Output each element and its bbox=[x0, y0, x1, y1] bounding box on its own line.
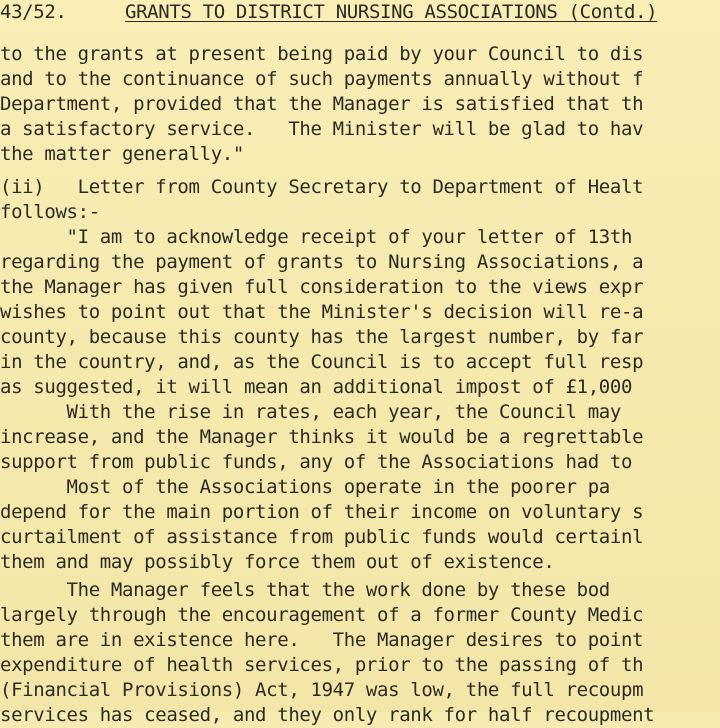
text-line: them are in existence here. The Manager desires to point bbox=[0, 629, 644, 651]
text-line: them and may possibly force them out of existence. bbox=[0, 551, 555, 573]
text-line: to the grants at present being paid by your Council to dis bbox=[0, 43, 644, 65]
text-line: The Manager feels that the work done by these bod bbox=[0, 579, 610, 601]
text-line: Department, provided that the Manager is satisfied that th bbox=[0, 93, 644, 115]
text-line: and to the continuance of such payments annually without f bbox=[0, 68, 644, 90]
text-line: With the rise in rates, each year, the Council may bbox=[0, 401, 621, 423]
text-line: (ii) Letter from County Secretary to Department of Healt bbox=[0, 176, 644, 198]
document-heading: GRANTS TO DISTRICT NURSING ASSOCIATIONS (Contd.) bbox=[125, 1, 658, 23]
page-reference: 43/52. bbox=[0, 1, 67, 23]
text-line: the Manager has given full consideration to the views expr bbox=[0, 276, 644, 298]
text-line: depend for the main portion of their income on voluntary s bbox=[0, 501, 644, 523]
text-line: increase, and the Manager thinks it would be a regrettable bbox=[0, 426, 644, 448]
text-line: expenditure of health services, prior to the passing of th bbox=[0, 654, 644, 676]
text-line: county, because this county has the largest number, by far bbox=[0, 326, 644, 348]
text-line: follows:- bbox=[0, 201, 100, 223]
text-line: curtailment of assistance from public funds would certainl bbox=[0, 526, 644, 548]
text-line: wishes to point out that the Minister's decision will re-a bbox=[0, 301, 644, 323]
text-line: "I am to acknowledge receipt of your letter of 13th bbox=[0, 226, 633, 248]
text-line: (Financial Provisions) Act, 1947 was low, the full recoupm bbox=[0, 679, 644, 701]
text-line: in the country, and, as the Council is to accept full resp bbox=[0, 351, 644, 373]
text-line: regarding the payment of grants to Nursing Associations, a bbox=[0, 251, 644, 273]
text-line: support from public funds, any of the Associations had to bbox=[0, 451, 633, 473]
text-line: largely through the encouragement of a former County Medic bbox=[0, 604, 644, 626]
text-line: Most of the Associations operate in the poorer pa bbox=[0, 476, 610, 498]
text-line: the matter generally." bbox=[0, 143, 244, 165]
text-line: services has ceased, and they only rank for half recoupment bbox=[0, 704, 655, 726]
text-line: as suggested, it will mean an additional impost of £1,000 bbox=[0, 376, 633, 398]
text-line: a satisfactory service. The Minister will be glad to hav bbox=[0, 118, 644, 140]
